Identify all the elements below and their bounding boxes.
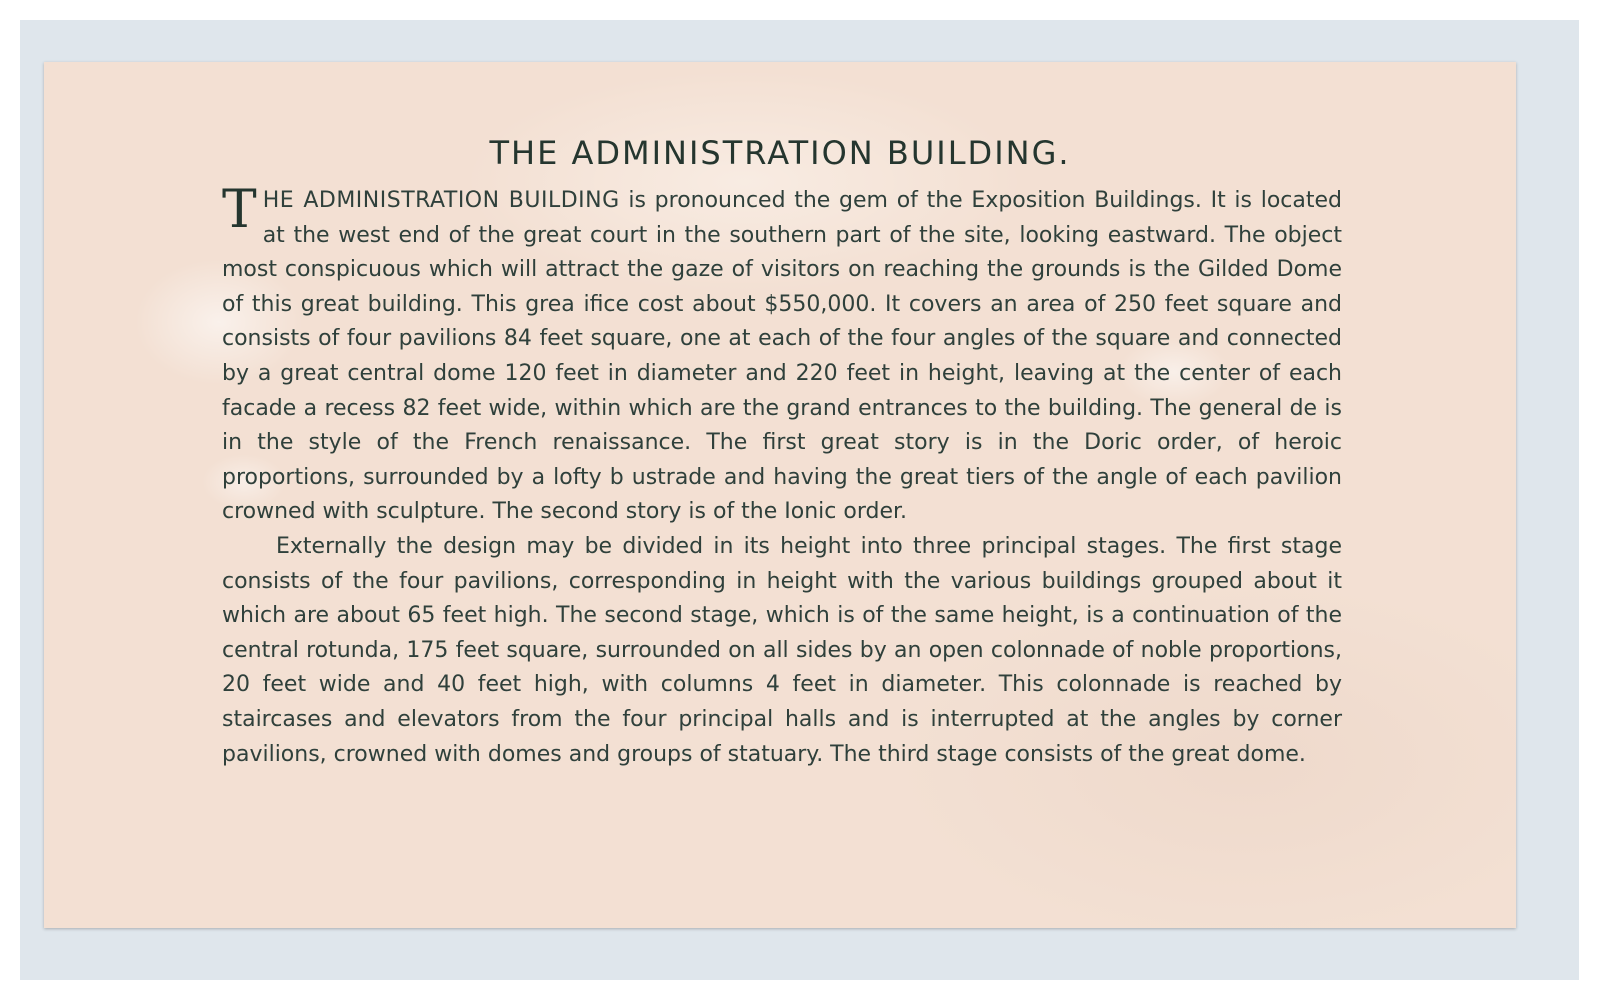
- drop-cap: T: [222, 180, 257, 240]
- card-body: [222, 180, 1342, 772]
- paragraph-1-text: is pronounced the gem of the Exposition Buildings. It is located at the west end of the great court in the southern part of the site, looking eastward. The object most conspicuous which will attract the gaze of visitors on reaching the grounds is the Gilded Dome of this great building. This grea ifice cost about $550,000. It covers an area of 250 feet square and consists of four pavilions 84 feet square, one at each of the four angles of the square and connected by a great central dome 120 feet in diameter and 220 feet in height, leaving at the center of each facade a recess 82 feet wide, within which are the grand entrances to the building. The general de is in the style of the French renaissance. The first great story is in the Doric order, of heroic proportions, surrounded by a lofty b ustrade and having the great tiers of the angle of each pavilion crowned with sculpture. The second story is of the Ionic order.: [222, 188, 1342, 525]
- lead-words: HE ADMINISTRATION BUILDING: [262, 188, 620, 213]
- trade-card: [44, 62, 1516, 928]
- paragraph-2: Externally the design may be divided in its height into three principal stages. The first stage consists of the four pavilions, corresponding in height with the various buildings grouped about it which are about 65 feet high. The second stage, which is of the same height, is a continuation of the central rotunda, 175 feet square, surrounded on all sides by an open colonnade of noble proportions, 20 feet wide and 40 feet high, with columns 4 feet in diameter. This colonnade is reached by staircases and elevators from the four principal halls and is interrupted at the angles by corner pavilions, crowned with domes and groups of statuary. The third stage consists of the great dome.: [222, 533, 1342, 767]
- card-title: THE ADMINISTRATION BUILDING.: [489, 134, 1071, 172]
- paragraph-1: [222, 180, 1342, 530]
